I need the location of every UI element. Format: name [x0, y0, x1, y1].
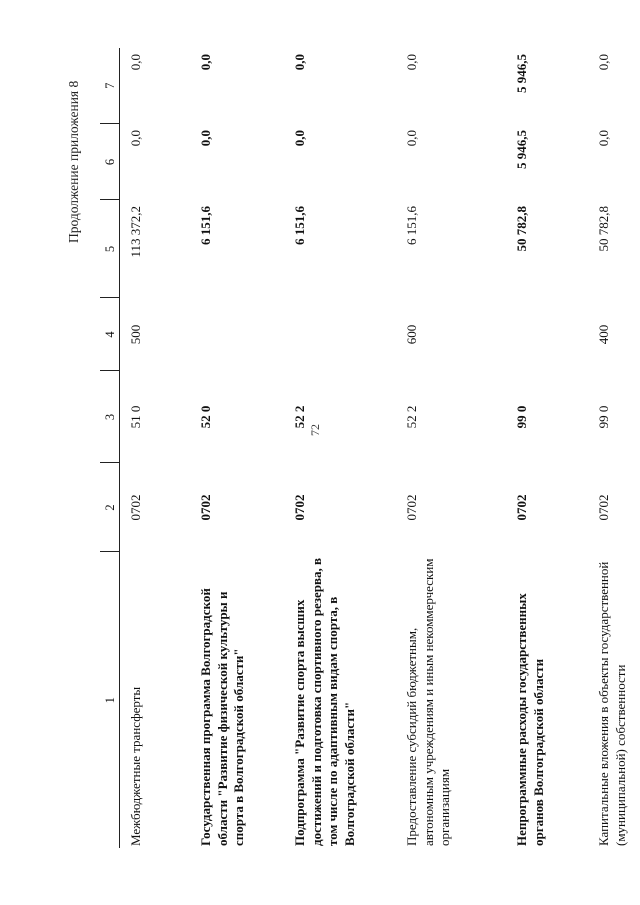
expense-type-code [284, 298, 396, 371]
column-header: 1 [100, 552, 120, 848]
section-code: 0702 [292, 494, 307, 521]
column-header: 2 [100, 463, 120, 552]
table-row [284, 48, 396, 848]
section-code: 0702 [128, 494, 143, 521]
row-name: Государственная программа Волгоградской области "Развитие физической культуры и спорта в Волгоградской области" [198, 588, 247, 846]
table-row [588, 48, 640, 848]
program-code: 99 0 [596, 405, 611, 429]
row-name: Непрограммные расходы государственных органов Волгоградской области [514, 593, 546, 846]
annex-continuation-label: Продолжение приложения 8 [66, 80, 81, 243]
amount-col5: 113 372,2 [128, 206, 143, 258]
amount-col6: 0,0 [292, 130, 307, 147]
column-header: 4 [100, 298, 120, 371]
amount-col7: 5 946,5 [514, 54, 529, 93]
row-name: Межбюджетные трансферты [128, 686, 143, 846]
expense-type-code: 400 [596, 324, 611, 345]
program-code: 51 0 [128, 405, 143, 429]
amount-col7: 0,0 [404, 54, 419, 71]
amount-col6: 0,0 [596, 130, 611, 147]
column-header: 3 [100, 371, 120, 463]
amount-col6: 0,0 [404, 130, 419, 147]
amount-col5: 6 151,6 [404, 206, 419, 245]
column-header: 7 [100, 48, 120, 124]
row-name: Предоставление субсидий бюджетным, автономным учреждениям и иным некоммерческим организациям [404, 558, 453, 846]
amount-col7: 0,0 [292, 54, 307, 71]
column-header: 5 [100, 200, 120, 298]
amount-col7: 0,0 [128, 54, 143, 71]
amount-col5: 6 151,6 [292, 206, 307, 245]
table-row [506, 48, 588, 848]
row-name: Подпрограмма "Развитие спорта высших достижений и подготовка спортивного резерва, в том числе по адаптивным видам спорта, в Волгоградской области" [292, 557, 357, 846]
table-row [120, 48, 191, 848]
program-code: 52 2 [292, 405, 307, 429]
table-row [396, 48, 506, 848]
amount-col6: 0,0 [128, 130, 143, 147]
expense-type-code [506, 298, 588, 371]
amount-col7: 0,0 [198, 54, 213, 71]
table-header-row [100, 48, 120, 848]
amount-col5: 6 151,6 [198, 206, 213, 245]
expense-type-code [190, 298, 284, 371]
amount-col5: 50 782,8 [596, 206, 611, 252]
budget-table-rotated [100, 48, 628, 848]
column-header: 6 [100, 124, 120, 200]
expense-type-code: 600 [404, 324, 419, 345]
program-code: 52 0 [198, 405, 213, 429]
row-name: Капитальные вложения в объекты государственной (муниципальной) собственности [596, 561, 628, 846]
page-number: 72 [308, 424, 322, 436]
program-code: 99 0 [514, 405, 529, 429]
amount-col7: 0,0 [596, 54, 611, 71]
table-row [190, 48, 284, 848]
budget-table [100, 48, 640, 848]
section-code: 0702 [198, 494, 213, 521]
amount-col6: 5 946,5 [514, 130, 529, 169]
amount-col6: 0,0 [198, 130, 213, 147]
section-code: 0702 [404, 494, 419, 521]
section-code: 0702 [514, 494, 529, 521]
expense-type-code: 500 [128, 324, 143, 345]
program-code: 52 2 [404, 405, 419, 429]
section-code: 0702 [596, 494, 611, 521]
amount-col5: 50 782,8 [514, 206, 529, 252]
